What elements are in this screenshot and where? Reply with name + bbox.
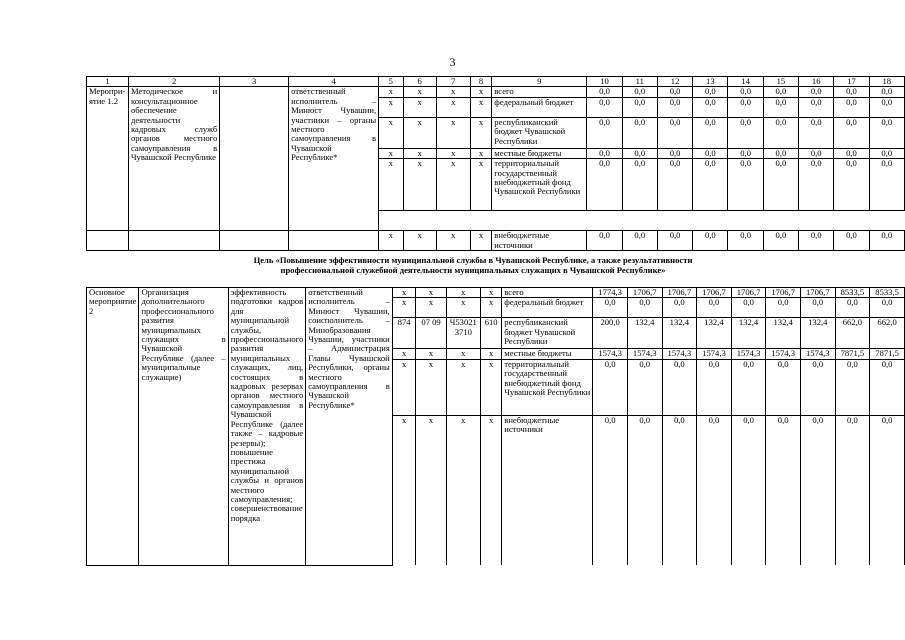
- year-value: 0,0: [763, 87, 798, 97]
- section-code: x: [403, 97, 436, 117]
- year-value: 0,0: [587, 97, 622, 117]
- year-value: 1706,7: [662, 288, 697, 298]
- grbs-code: x: [379, 97, 403, 117]
- year-value: 0,0: [834, 148, 869, 158]
- year-value: 1574,3: [627, 349, 662, 359]
- year-value: 1574,3: [800, 349, 835, 359]
- section-code: x: [416, 298, 446, 318]
- measure-name-cell: Организация дополнительного профессионального развития муниципальных служащих в Чувашской Республике (далее – муниципальные служащие): [139, 288, 228, 566]
- column-number: 2: [128, 77, 219, 87]
- expense-group-code: 610: [481, 318, 502, 349]
- target-article-code: x: [446, 359, 480, 415]
- year-value: 0,0: [869, 87, 904, 97]
- year-value: 1574,3: [697, 349, 732, 359]
- year-value: 0,0: [728, 87, 763, 97]
- funding-source: местные бюджеты: [502, 349, 593, 359]
- empty-cell: [128, 231, 219, 251]
- column-number: 12: [657, 77, 692, 87]
- column-number: 6: [403, 77, 436, 87]
- year-value: 0,0: [657, 87, 692, 97]
- year-value: 0,0: [869, 231, 904, 251]
- column-number: 9: [492, 77, 587, 87]
- section-code: x: [403, 159, 436, 211]
- funding-source: территориальный государственный внебюджетный фонд Чувашской Республики: [492, 159, 587, 211]
- column-number: 7: [436, 77, 470, 87]
- grbs-code: x: [392, 415, 416, 565]
- expense-group-code: x: [470, 117, 492, 148]
- column-number: 14: [728, 77, 763, 87]
- year-value: 0,0: [593, 415, 628, 565]
- funding-source: федеральный бюджет: [492, 97, 587, 117]
- column-number: 17: [834, 77, 869, 87]
- goal-line: Цель «Повышение эффективности муниципальной службы в Чувашской Республике, а также результативности: [253, 255, 693, 265]
- grbs-code: 874: [392, 318, 416, 349]
- year-value: 7871,5: [870, 349, 905, 359]
- executors-cell: ответственный исполнитель – Минюст Чувашии, участники – органы местного самоуправления в Чувашской Республике*: [289, 87, 379, 231]
- section-code: x: [416, 415, 446, 565]
- measure-name-cell: Методическое и консультационное обеспечение деятельности кадровых служб органов местного самоуправления в Чувашской Республике: [128, 87, 219, 231]
- year-value: 0,0: [693, 148, 728, 158]
- year-value: 0,0: [834, 159, 869, 211]
- target-article-code: x: [446, 298, 480, 318]
- target-article-code: Ч53021 3710: [446, 318, 480, 349]
- year-value: 0,0: [763, 97, 798, 117]
- column-number: 3: [220, 77, 289, 87]
- year-value: 0,0: [835, 415, 870, 565]
- year-value: 0,0: [693, 117, 728, 148]
- year-value: 0,0: [728, 117, 763, 148]
- budget-table-measure-1-2: [86, 76, 905, 251]
- year-value: 0,0: [587, 159, 622, 211]
- section-code: x: [403, 87, 436, 97]
- column-number: 8: [470, 77, 492, 87]
- section-code: x: [416, 288, 446, 298]
- year-value: 0,0: [870, 298, 905, 318]
- column-number-row: [87, 77, 905, 87]
- table-row: [87, 231, 905, 251]
- target-article-code: x: [436, 97, 470, 117]
- year-value: 0,0: [622, 159, 657, 211]
- column-number: 5: [379, 77, 403, 87]
- year-value: 0,0: [587, 148, 622, 158]
- year-value: 132,4: [800, 318, 835, 349]
- funding-source: республиканский бюджет Чувашской Республики: [502, 318, 593, 349]
- year-value: 200,0: [593, 318, 628, 349]
- year-value: 132,4: [697, 318, 732, 349]
- year-value: 132,4: [766, 318, 801, 349]
- executors-cell: ответственный исполнитель – Минюст Чувашии, соисполнитель – Минобразования Чувашии, участники – Администрация Главы Чувашской Республики, органы местного самоуправления в Чувашской Республике*: [306, 288, 393, 566]
- year-value: 0,0: [627, 359, 662, 415]
- funding-source: внебюджетные источники: [502, 415, 593, 565]
- expense-group-code: x: [481, 415, 502, 565]
- year-value: 0,0: [731, 415, 766, 565]
- year-value: 0,0: [763, 231, 798, 251]
- year-value: 1706,7: [800, 288, 835, 298]
- goal-line: профессиональной служебной деятельности муниципальных служащих в Чувашской Республике»: [280, 265, 666, 275]
- year-value: 1706,7: [697, 288, 732, 298]
- year-value: 0,0: [587, 87, 622, 97]
- section-code: x: [403, 148, 436, 158]
- year-value: 0,0: [657, 117, 692, 148]
- section-code: 07 09: [416, 318, 446, 349]
- year-value: 0,0: [869, 117, 904, 148]
- year-value: 0,0: [731, 359, 766, 415]
- funding-source: местные бюджеты: [492, 148, 587, 158]
- target-article-code: x: [446, 349, 480, 359]
- expense-group-code: x: [470, 87, 492, 97]
- year-value: 0,0: [799, 97, 834, 117]
- year-value: 0,0: [834, 117, 869, 148]
- year-value: 0,0: [763, 117, 798, 148]
- funding-source: всего: [492, 87, 587, 97]
- expense-group-code: x: [481, 349, 502, 359]
- year-value: 0,0: [728, 159, 763, 211]
- year-value: 0,0: [763, 148, 798, 158]
- column-number: 11: [622, 77, 657, 87]
- empty-cell: [220, 231, 289, 251]
- year-value: 0,0: [728, 231, 763, 251]
- year-value: 0,0: [728, 97, 763, 117]
- column-number: 16: [799, 77, 834, 87]
- year-value: 0,0: [657, 148, 692, 158]
- year-value: 0,0: [835, 359, 870, 415]
- year-value: 0,0: [869, 159, 904, 211]
- expense-group-code: x: [470, 148, 492, 158]
- year-value: 0,0: [766, 359, 801, 415]
- year-value: 0,0: [834, 97, 869, 117]
- year-value: 0,0: [587, 117, 622, 148]
- column-number: 13: [693, 77, 728, 87]
- column-number: 1: [87, 77, 129, 87]
- target-article-code: x: [446, 415, 480, 565]
- year-value: 0,0: [697, 298, 732, 318]
- year-value: 662,0: [835, 318, 870, 349]
- year-value: 1706,7: [766, 288, 801, 298]
- year-value: 132,4: [627, 318, 662, 349]
- year-value: 0,0: [622, 148, 657, 158]
- table-row: [87, 288, 905, 298]
- year-value: 0,0: [763, 159, 798, 211]
- year-value: 0,0: [657, 97, 692, 117]
- target-article-code: x: [436, 87, 470, 97]
- target-article-code: x: [436, 148, 470, 158]
- year-value: 0,0: [693, 159, 728, 211]
- expense-group-code: x: [481, 359, 502, 415]
- year-value: 0,0: [593, 298, 628, 318]
- year-value: 1706,7: [731, 288, 766, 298]
- expense-group-code: x: [470, 159, 492, 211]
- year-value: 0,0: [799, 87, 834, 97]
- grbs-code: x: [379, 231, 403, 251]
- grbs-code: x: [392, 298, 416, 318]
- funding-source: федеральный бюджет: [502, 298, 593, 318]
- year-value: 0,0: [627, 415, 662, 565]
- page-number: 3: [449, 55, 456, 69]
- year-value: 0,0: [869, 148, 904, 158]
- year-value: 0,0: [728, 148, 763, 158]
- year-value: 0,0: [834, 87, 869, 97]
- year-value: 0,0: [766, 415, 801, 565]
- year-value: 0,0: [799, 117, 834, 148]
- section-code: x: [416, 359, 446, 415]
- year-value: 0,0: [662, 415, 697, 565]
- year-value: 0,0: [697, 415, 732, 565]
- year-value: 0,0: [657, 159, 692, 211]
- empty-cell: [87, 231, 129, 251]
- year-value: 0,0: [870, 359, 905, 415]
- expense-group-code: x: [481, 288, 502, 298]
- target-article-code: x: [436, 159, 470, 211]
- year-value: 0,0: [731, 298, 766, 318]
- target-article-code: x: [436, 231, 470, 251]
- year-value: 132,4: [662, 318, 697, 349]
- year-value: 1574,3: [766, 349, 801, 359]
- funding-source: республиканский бюджет Чувашской Республики: [492, 117, 587, 148]
- grbs-code: x: [379, 117, 403, 148]
- grbs-code: x: [379, 159, 403, 211]
- year-value: 0,0: [835, 298, 870, 318]
- year-value: 1706,7: [627, 288, 662, 298]
- year-value: 0,0: [800, 415, 835, 565]
- grbs-code: x: [379, 87, 403, 97]
- year-value: 0,0: [799, 231, 834, 251]
- year-value: 0,0: [870, 415, 905, 565]
- year-value: 0,0: [622, 117, 657, 148]
- funding-source: внебюджетные источники: [492, 231, 587, 251]
- section-code: x: [403, 231, 436, 251]
- year-value: 0,0: [799, 148, 834, 158]
- year-value: 0,0: [662, 359, 697, 415]
- target-article-code: x: [446, 288, 480, 298]
- year-value: 0,0: [766, 298, 801, 318]
- column-number: 18: [869, 77, 904, 87]
- year-value: 1574,3: [662, 349, 697, 359]
- expense-group-code: x: [470, 231, 492, 251]
- year-value: 0,0: [697, 359, 732, 415]
- section-code: x: [403, 117, 436, 148]
- year-value: 0,0: [662, 298, 697, 318]
- goal-indicator-cell: [220, 87, 289, 231]
- column-number: 4: [289, 77, 379, 87]
- year-value: 1774,3: [593, 288, 628, 298]
- year-value: 0,0: [657, 231, 692, 251]
- year-value: 7871,5: [835, 349, 870, 359]
- year-value: 0,0: [693, 87, 728, 97]
- year-value: 0,0: [622, 87, 657, 97]
- target-article-code: x: [436, 117, 470, 148]
- grbs-code: x: [392, 288, 416, 298]
- grbs-code: x: [379, 148, 403, 158]
- year-value: 0,0: [622, 231, 657, 251]
- year-value: 132,4: [731, 318, 766, 349]
- funding-source: территориальный государственный внебюджетный фонд Чувашской Республики: [502, 359, 593, 415]
- goal-indicator-cell: эффективность подготовки кадров для муниципальной службы, профессионального развития муниципальных служащих, лиц, состоящих в кадровых резервах органов местного самоуправления в Чувашской Республике (далее также – кадровые резервы); повышение престижа муниципальной службы и органов местного самоуправления; совершенствование порядка: [228, 288, 306, 566]
- column-number: 15: [763, 77, 798, 87]
- goal-heading: [86, 255, 860, 275]
- year-value: 0,0: [834, 231, 869, 251]
- budget-table-main-measure-2: [86, 287, 905, 566]
- year-value: 0,0: [622, 97, 657, 117]
- year-value: 662,0: [870, 318, 905, 349]
- expense-group-code: x: [470, 97, 492, 117]
- table-row: [87, 87, 905, 97]
- year-value: 0,0: [869, 97, 904, 117]
- year-value: 0,0: [627, 298, 662, 318]
- expense-group-code: x: [481, 298, 502, 318]
- section-code: x: [416, 349, 446, 359]
- year-value: 0,0: [593, 359, 628, 415]
- year-value: 0,0: [800, 359, 835, 415]
- grbs-code: x: [392, 349, 416, 359]
- funding-source: всего: [502, 288, 593, 298]
- year-value: 0,0: [693, 231, 728, 251]
- year-value: 1574,3: [593, 349, 628, 359]
- year-value: 8533,5: [870, 288, 905, 298]
- empty-cell: [289, 231, 379, 251]
- year-value: 8533,5: [835, 288, 870, 298]
- year-value: 0,0: [800, 298, 835, 318]
- year-value: 0,0: [693, 97, 728, 117]
- year-value: 0,0: [799, 159, 834, 211]
- measure-code-cell: Меропри-ятие 1.2: [87, 87, 129, 231]
- column-number: 10: [587, 77, 622, 87]
- year-value: 0,0: [587, 231, 622, 251]
- year-value: 1574,3: [731, 349, 766, 359]
- grbs-code: x: [392, 359, 416, 415]
- measure-code-cell: Основное мероприятие 2: [87, 288, 139, 566]
